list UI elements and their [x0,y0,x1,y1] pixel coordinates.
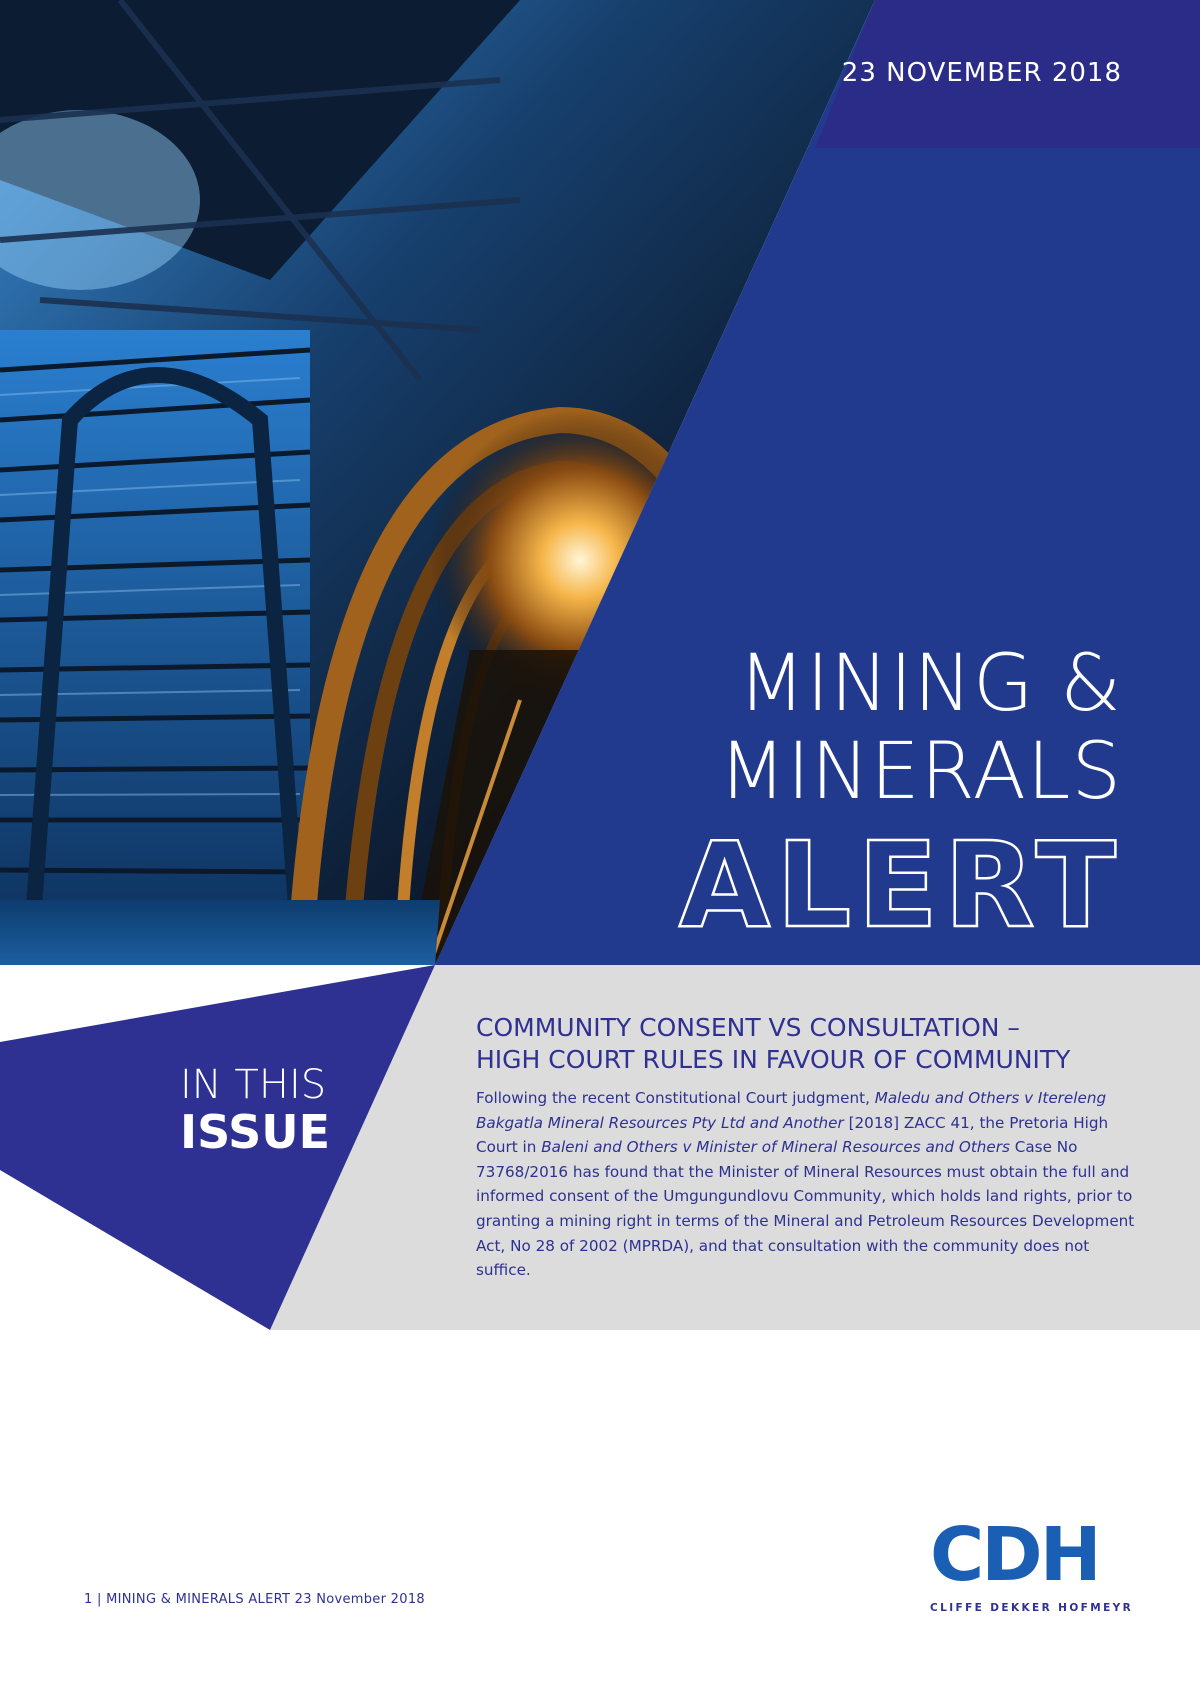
masthead-line-mining: MINING & [737,639,1122,729]
masthead-line-minerals: MINERALS [718,727,1122,817]
in-this-label: IN THIS [180,1062,327,1108]
article-body-text-1: Following the recent Constitutional Court judgment, [476,1089,875,1107]
article-body-text-3: Case No 73768/2016 has found that the Minister of Mineral Resources must obtain the full and informed consent of the Umgungundlovu Community, which holds land rights, prior to granting a mining right in terms of the Mineral and Petroleum Resources Development Act, No 28 of 2002 (MPRDA), and that consultation with the community does not suffice. [476,1138,1135,1280]
in-this-issue-label [180,1062,331,1159]
article-body [476,1086,1136,1283]
issue-label: ISSUE [180,1105,331,1159]
case-citation-maledu: Maledu and Others v Itereleng Bakgatla Mineral Resources Pty Ltd and Another [476,1089,1107,1132]
cdh-logo-tagline: CLIFFE DEKKER HOFMEYR [930,1602,1134,1614]
case-citation-baleni: Baleni and Others v Minister of Mineral Resources and Others [541,1138,1010,1157]
page-footer: 1 | MINING & MINERALS ALERT 23 November 2018 [84,1592,425,1607]
masthead-line-alert: ALERT [678,816,1122,954]
article-heading-line-1: COMMUNITY CONSENT VS CONSULTATION – [476,1013,1020,1042]
article-body-text-2: [2018] ZACC 41, the Pretoria High Court in [476,1113,1109,1157]
issue-date: 23 NOVEMBER 2018 [841,58,1122,88]
article-heading[interactable] [476,1012,1136,1076]
cdh-logo [930,1512,1134,1618]
masthead-title [678,639,1122,954]
article-heading-line-2: HIGH COURT RULES IN FAVOUR OF COMMUNITY [476,1045,1071,1074]
cdh-logo-letters: CDH [930,1512,1099,1598]
article-summary [476,1012,1136,1283]
